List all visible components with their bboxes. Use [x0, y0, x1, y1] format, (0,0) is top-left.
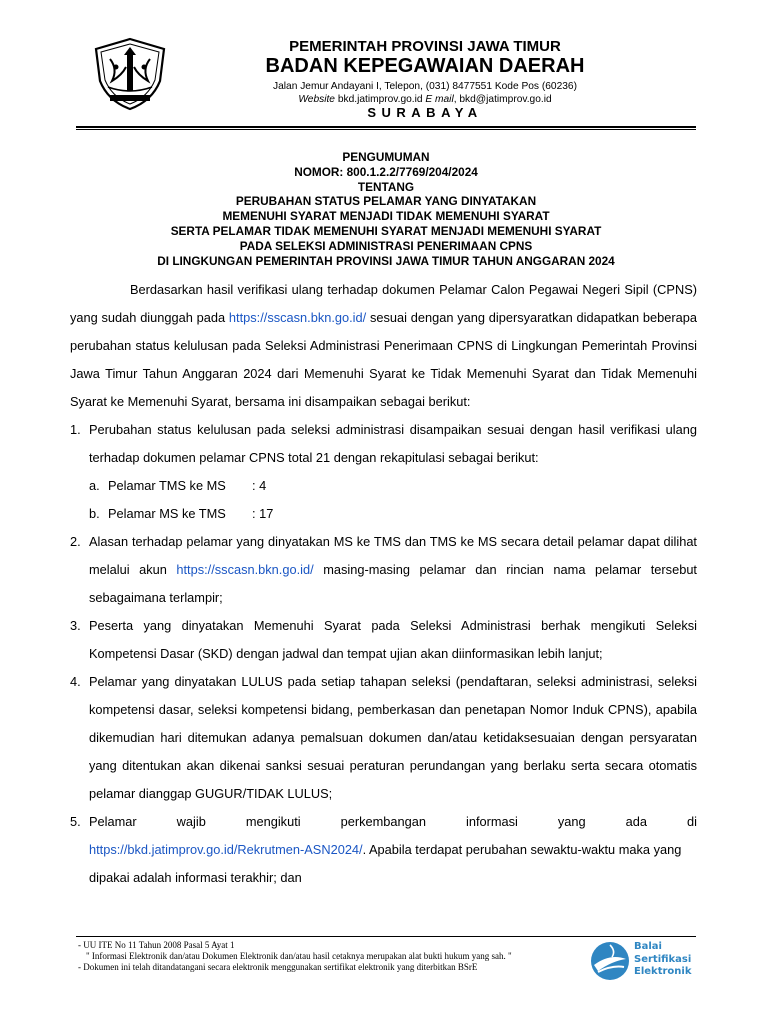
list-item — [70, 808, 697, 892]
intro-paragraph — [70, 276, 697, 416]
announcement-list — [70, 416, 697, 892]
item-text: Pelamar wajib mengikuti perkembangan informasi yang ada di — [89, 814, 697, 829]
agency-city: SURABAYA — [367, 105, 483, 120]
agency-name: BADAN KEPEGAWAIAN DAERAH — [265, 55, 585, 77]
email-value: , bkd@jatimprov.go.id — [453, 94, 552, 105]
item-text: Peserta yang dinyatakan Memenuhi Syarat pada Seleksi Administrasi berhak mengikuti Seleksi Kompetensi Dasar (SKD) dengan jadwal dan tempat ujian akan diinformasikan lebih lanjut; — [89, 618, 697, 661]
sscasn-account-link[interactable]: https://sscasn.bkn.go.id/ — [176, 562, 314, 577]
bsre-name-line: Elektronik — [634, 966, 692, 977]
sub-item-letter: a. — [89, 478, 100, 493]
bsre-name-line: Balai — [634, 941, 662, 952]
sub-item-value: : 4 — [252, 478, 267, 493]
letterhead-divider — [76, 126, 696, 128]
sub-item — [70, 500, 697, 528]
sub-item-label: Pelamar TMS ke MS — [108, 478, 226, 493]
letterhead-divider-thin — [76, 129, 696, 130]
sub-item-letter: b. — [89, 506, 100, 521]
agency-contact — [200, 94, 650, 105]
title-line: MEMENUHI SYARAT MENJADI TIDAK MEMENUHI SYARAT — [222, 209, 550, 224]
list-item — [70, 612, 697, 668]
item-text: Alasan terhadap pelamar yang dinyatakan MS ke TMS dan TMS ke MS secara detail pelamar dapat dilihat melalui akun — [89, 534, 697, 577]
bsre-name — [634, 941, 691, 979]
item-number: 1. — [70, 422, 81, 437]
title-line: PADA SELEKSI ADMINISTRASI PENERIMAAN CPNS — [239, 238, 533, 253]
footer-law-reference: - UU ITE No 11 Tahun 2008 Pasal 5 Ayat 1 — [78, 940, 235, 950]
email-label: E mail — [425, 94, 454, 105]
item-text: . Apabila terdapat perubahan sewaktu-waktu maka yang dipakai adalah informasi terakhir; dan — [89, 842, 682, 885]
footer-signature-note: - Dokumen ini telah ditandatangani secara elektronik menggunakan sertifikat elektronik yang diterbitkan BSrE — [78, 962, 478, 972]
sub-item — [70, 472, 697, 500]
item-text: Pelamar yang dinyatakan LULUS pada setiap tahapan seleksi (pendaftaran, seleksi administrasi, seleksi kompetensi dasar, seleksi kompetensi bidang, pemberkasan dan penetapan Nomor Induk CPNS), apabila dikemudian hari ditemukan adanya pemalsuan dokumen dan/atau ketidaksesuaian dengan persyaratan yang ditentukan akan dikenai sanksi sesuai peraturan perundangan yang berlaku serta secara otomatis pelamar dianggap GUGUR/TIDAK LULUS; — [89, 674, 697, 801]
footer-notes — [78, 940, 578, 973]
website-value: bkd.jatimprov.go.id — [334, 94, 426, 105]
agency-address: Jalan Jemur Andayani I, Telepon, (031) 8477551 Kode Pos (60236) — [273, 81, 577, 92]
item-number: 3. — [70, 618, 81, 633]
announcement-title-block — [76, 150, 696, 268]
title-line: PENGUMUMAN — [342, 150, 430, 164]
item-text-continued — [89, 836, 697, 892]
list-item — [70, 528, 697, 612]
intro-text: sesuai dengan yang dipersyaratkan didapatkan beberapa perubahan status kelulusan pada Seleksi Administrasi Penerimaan CPNS di Lingkungan Pemerintah Provinsi Jawa Timur Tahun Anggaran 2024 dari Memenuhi Syarat ke Tidak Memenuhi Syarat dan Tidak Memenuhi Syarat ke Memenuhi Syarat, bersama ini disampaikan sebagai berikut: — [70, 310, 697, 409]
bsre-name-line: Sertifikasi — [634, 953, 692, 965]
list-item — [70, 668, 697, 808]
list-item — [70, 416, 697, 528]
title-line: SERTA PELAMAR TIDAK MEMENUHI SYARAT MENJADI MEMENUHI SYARAT — [170, 223, 602, 238]
footer-divider — [76, 936, 696, 937]
coat-of-arms-icon — [92, 37, 168, 111]
item-number: 2. — [70, 534, 81, 549]
footer-law-quote: " Informasi Elektronik dan/atau Dokumen Elektronik dan/atau hasil cetaknya merupakan alat bukti hukum yang sah. " — [86, 951, 512, 961]
sub-item-value: : 17 — [252, 506, 274, 521]
bsre-logo-icon — [588, 939, 632, 983]
recruitment-link[interactable]: https://bkd.jatimprov.go.id/Rekrutmen-ASN2024/ — [89, 842, 363, 857]
title-line: DI LINGKUNGAN PEMERINTAH PROVINSI JAWA TIMUR TAHUN ANGGARAN 2024 — [157, 253, 615, 268]
bsre-badge — [588, 939, 698, 983]
intro-text: Berdasarkan hasil verifikasi ulang terhadap dokumen Pelamar Calon Pegawai Negeri Sipil (CPNS) yang sudah diunggah pada — [70, 282, 697, 325]
item-text: Perubahan status kelulusan pada seleksi administrasi disampaikan sesuai dengan hasil verifikasi ulang terhadap dokumen pelamar CPNS total 21 dengan rekapitulasi sebagai berikut: — [89, 422, 697, 465]
announcement-body — [70, 276, 697, 892]
sub-item-label: Pelamar MS ke TMS — [108, 506, 226, 521]
title-line: TENTANG — [357, 179, 415, 194]
item-number: 4. — [70, 674, 81, 689]
website-label: Website — [298, 94, 335, 105]
item-number: 5. — [70, 814, 81, 829]
title-line: PERUBAHAN STATUS PELAMAR YANG DINYATAKAN — [235, 194, 537, 209]
item-text: masing-masing pelamar dan rincian nama pelamar tersebut sebagaimana terlampir; — [89, 562, 697, 605]
sscasn-link[interactable]: https://sscasn.bkn.go.id/ — [228, 310, 367, 325]
document-number: NOMOR: 800.1.2.2/7769/204/2024 — [294, 164, 478, 179]
government-name: PEMERINTAH PROVINSI JAWA TIMUR — [289, 38, 561, 55]
